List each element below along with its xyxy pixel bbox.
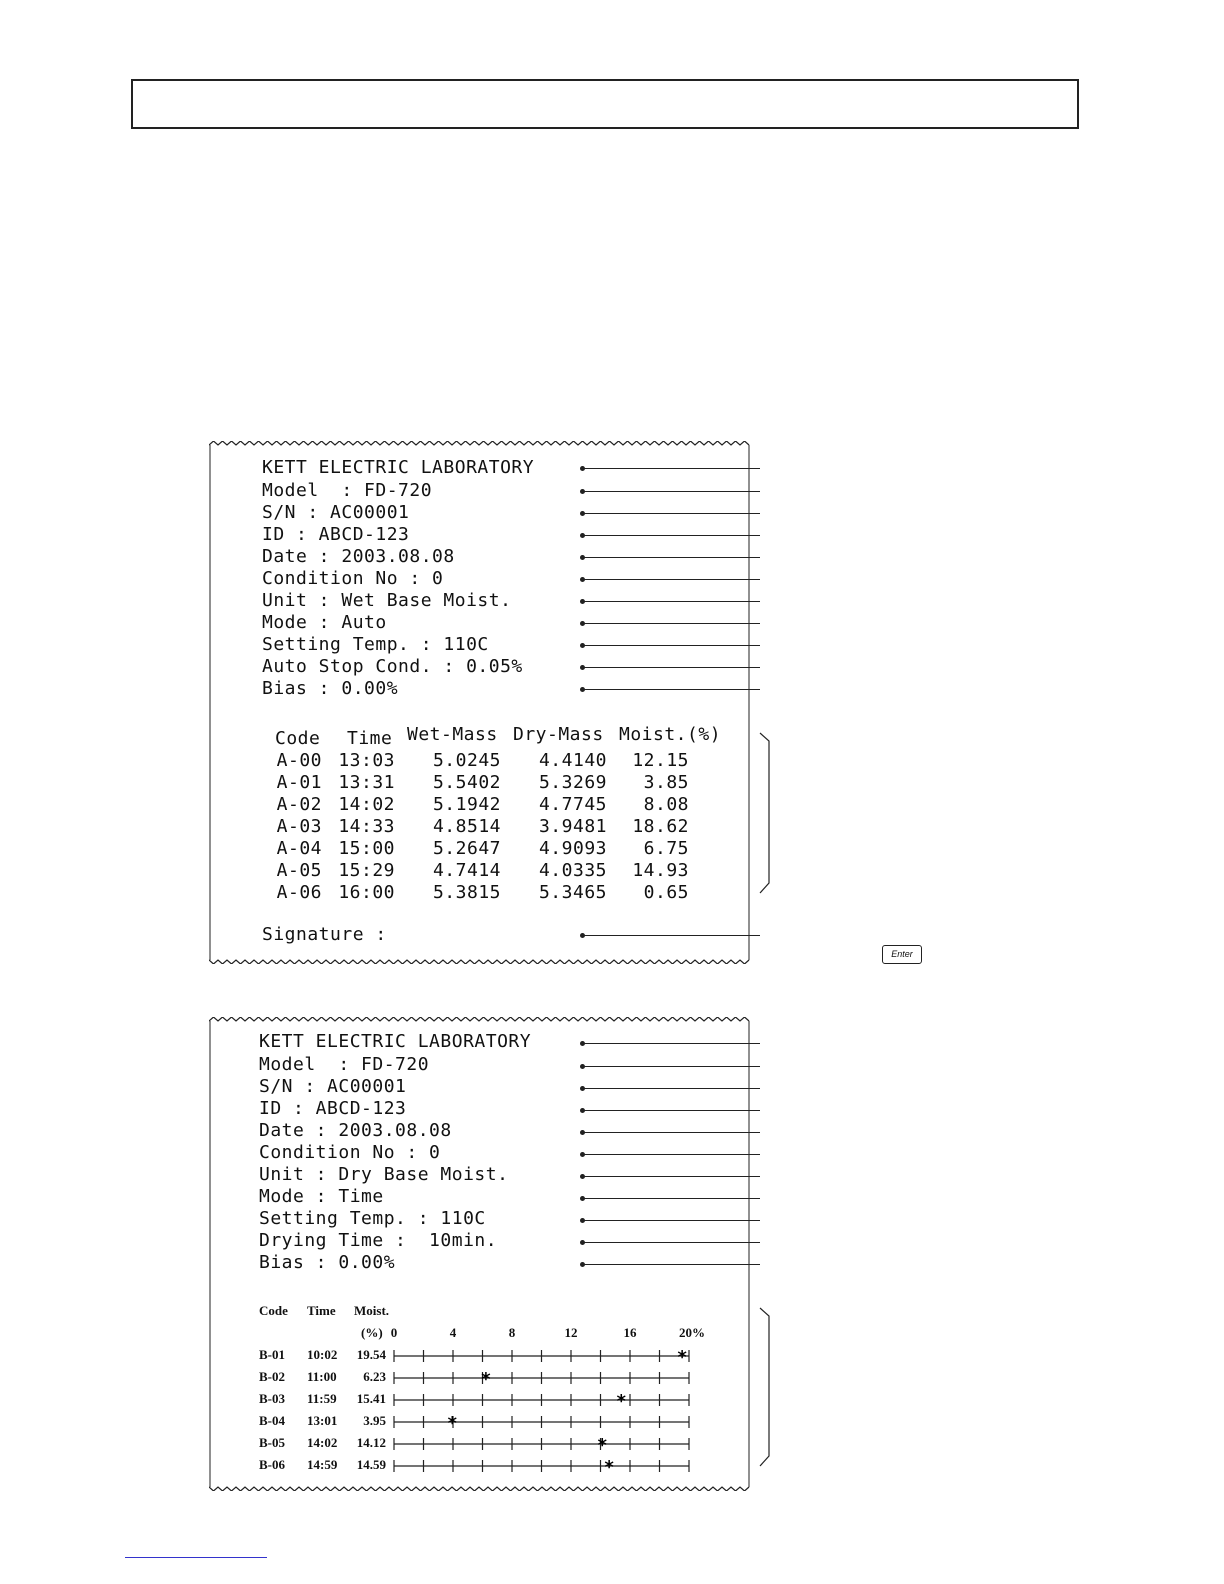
header-box <box>131 79 1079 129</box>
table-cell: 6.75 <box>643 838 689 859</box>
row-time: 10:02 <box>307 1347 338 1362</box>
row-moist: 15.41 <box>356 1391 386 1406</box>
row-moist: 19.54 <box>356 1347 386 1362</box>
table-cell: 8.08 <box>643 794 689 815</box>
printout-line: Model : FD-720 <box>262 480 433 501</box>
printout-line: Setting Temp. : 110C <box>262 634 489 655</box>
data-point-marker: * <box>596 1435 608 1456</box>
printout-line: Condition No : 0 <box>262 568 444 589</box>
printout-line: Mode : Auto <box>262 612 387 633</box>
data-point-marker: * <box>446 1413 458 1434</box>
table-header: Wet-Mass <box>407 724 498 745</box>
printout-line: Date : 2003.08.08 <box>262 546 455 567</box>
leader-line <box>583 623 760 624</box>
table-header: Moist.(%) <box>619 724 722 745</box>
printout-line: Unit : Dry Base Moist. <box>259 1164 509 1185</box>
row-moist: 14.59 <box>356 1457 386 1472</box>
table-cell: 13:03 <box>338 750 395 771</box>
table-cell: 14.93 <box>632 860 689 881</box>
row-time: 14:59 <box>307 1457 338 1472</box>
printout-dry-base <box>209 1017 750 1491</box>
table-bracket <box>757 731 777 895</box>
leader-line <box>583 579 760 580</box>
printout-line: Setting Temp. : 110C <box>259 1208 486 1229</box>
leader-line <box>583 601 760 602</box>
graph-bracket <box>757 1306 777 1470</box>
table-cell: 13:31 <box>338 772 395 793</box>
table-cell: A-02 <box>276 794 322 815</box>
row-moist: 3.95 <box>363 1413 386 1428</box>
data-point-marker: * <box>603 1457 615 1478</box>
table-cell: 5.3269 <box>538 772 607 793</box>
printout-line: KETT ELECTRIC LABORATORY <box>262 457 535 478</box>
table-cell: 12.15 <box>632 750 689 771</box>
row-time: 11:59 <box>307 1391 337 1406</box>
table-cell: 4.7414 <box>432 860 501 881</box>
printout-line: Model : FD-720 <box>259 1054 430 1075</box>
table-cell: 5.0245 <box>432 750 501 771</box>
table-cell: 5.2647 <box>432 838 501 859</box>
printout-line: Unit : Wet Base Moist. <box>262 590 512 611</box>
printout-line: S/N : AC00001 <box>259 1076 407 1097</box>
table-cell: 4.0335 <box>538 860 607 881</box>
data-point-marker: * <box>615 1391 627 1412</box>
leader-line <box>583 557 760 558</box>
table-cell: A-01 <box>276 772 322 793</box>
row-time: 13:01 <box>307 1413 338 1428</box>
leader-line <box>583 491 760 492</box>
signature-label: Signature : <box>262 924 387 945</box>
table-cell: 0.65 <box>643 882 689 903</box>
table-cell: 4.4140 <box>538 750 607 771</box>
table-cell: 14:33 <box>338 816 395 837</box>
printout-line: Condition No : 0 <box>259 1142 441 1163</box>
table-header: Time <box>347 728 393 749</box>
footer-rule <box>125 1557 267 1558</box>
row-code: B-02 <box>259 1369 285 1384</box>
row-code: B-05 <box>259 1435 285 1450</box>
row-code: B-01 <box>259 1347 285 1362</box>
leader-line <box>583 468 760 469</box>
leader-line <box>583 935 760 936</box>
printout-line: S/N : AC00001 <box>262 502 410 523</box>
table-cell: A-03 <box>276 816 322 837</box>
table-cell: 5.1942 <box>432 794 501 815</box>
moisture-graph <box>209 1017 750 1491</box>
table-cell: 5.3815 <box>432 882 501 903</box>
printout-line: Mode : Time <box>259 1186 384 1207</box>
printout-wet-base <box>209 441 750 964</box>
table-cell: A-06 <box>276 882 322 903</box>
table-cell: 15:29 <box>338 860 395 881</box>
leader-line <box>583 513 760 514</box>
row-moist: 14.12 <box>356 1435 386 1450</box>
printout-line: Auto Stop Cond. : 0.05% <box>262 656 523 677</box>
table-header: Dry-Mass <box>513 724 604 745</box>
table-cell: 3.9481 <box>538 816 607 837</box>
leader-line <box>583 689 760 690</box>
row-time: 11:00 <box>307 1369 337 1384</box>
table-cell: A-05 <box>276 860 322 881</box>
row-code: B-03 <box>259 1391 285 1406</box>
printout-line: Bias : 0.00% <box>262 678 399 699</box>
printout-line: KETT ELECTRIC LABORATORY <box>259 1031 532 1052</box>
row-moist: 6.23 <box>363 1369 386 1384</box>
printout-line: Drying Time : 10min. <box>259 1230 498 1251</box>
leader-line <box>583 667 760 668</box>
printout-line: Bias : 0.00% <box>259 1252 396 1273</box>
row-time: 14:02 <box>307 1435 338 1450</box>
table-cell: 3.85 <box>643 772 689 793</box>
table-cell: 4.8514 <box>432 816 501 837</box>
graph-header-unit: (%) <box>361 1325 383 1340</box>
table-header: Code <box>275 728 321 749</box>
scale-tick-label: 12 <box>564 1325 578 1340</box>
enter-key-icon: Enter <box>882 945 922 964</box>
printout-line: Date : 2003.08.08 <box>259 1120 452 1141</box>
graph-header-code: Code <box>259 1303 288 1318</box>
table-cell: 16:00 <box>338 882 395 903</box>
table-cell: 4.9093 <box>538 838 607 859</box>
scale-tick-label: 16 <box>623 1325 637 1340</box>
scale-tick-label: 8 <box>508 1325 516 1340</box>
table-cell: 5.5402 <box>432 772 501 793</box>
scale-tick-label: 20% <box>679 1325 705 1340</box>
data-point-marker: * <box>676 1347 688 1368</box>
row-code: B-04 <box>259 1413 285 1428</box>
table-cell: A-04 <box>276 838 322 859</box>
table-cell: 14:02 <box>338 794 395 815</box>
graph-header-time: Time <box>307 1303 336 1318</box>
table-cell: 4.7745 <box>538 794 607 815</box>
row-code: B-06 <box>259 1457 285 1472</box>
table-cell: 15:00 <box>338 838 395 859</box>
graph-header-moist: Moist. <box>354 1303 390 1318</box>
leader-line <box>583 645 760 646</box>
table-cell: A-00 <box>276 750 322 771</box>
printout-line: ID : ABCD-123 <box>259 1098 407 1119</box>
table-cell: 18.62 <box>632 816 689 837</box>
scale-tick-label: 0 <box>390 1325 398 1340</box>
leader-line <box>583 535 760 536</box>
table-cell: 5.3465 <box>538 882 607 903</box>
scale-tick-label: 4 <box>449 1325 457 1340</box>
printout-line: ID : ABCD-123 <box>262 524 410 545</box>
data-point-marker: * <box>480 1369 492 1390</box>
